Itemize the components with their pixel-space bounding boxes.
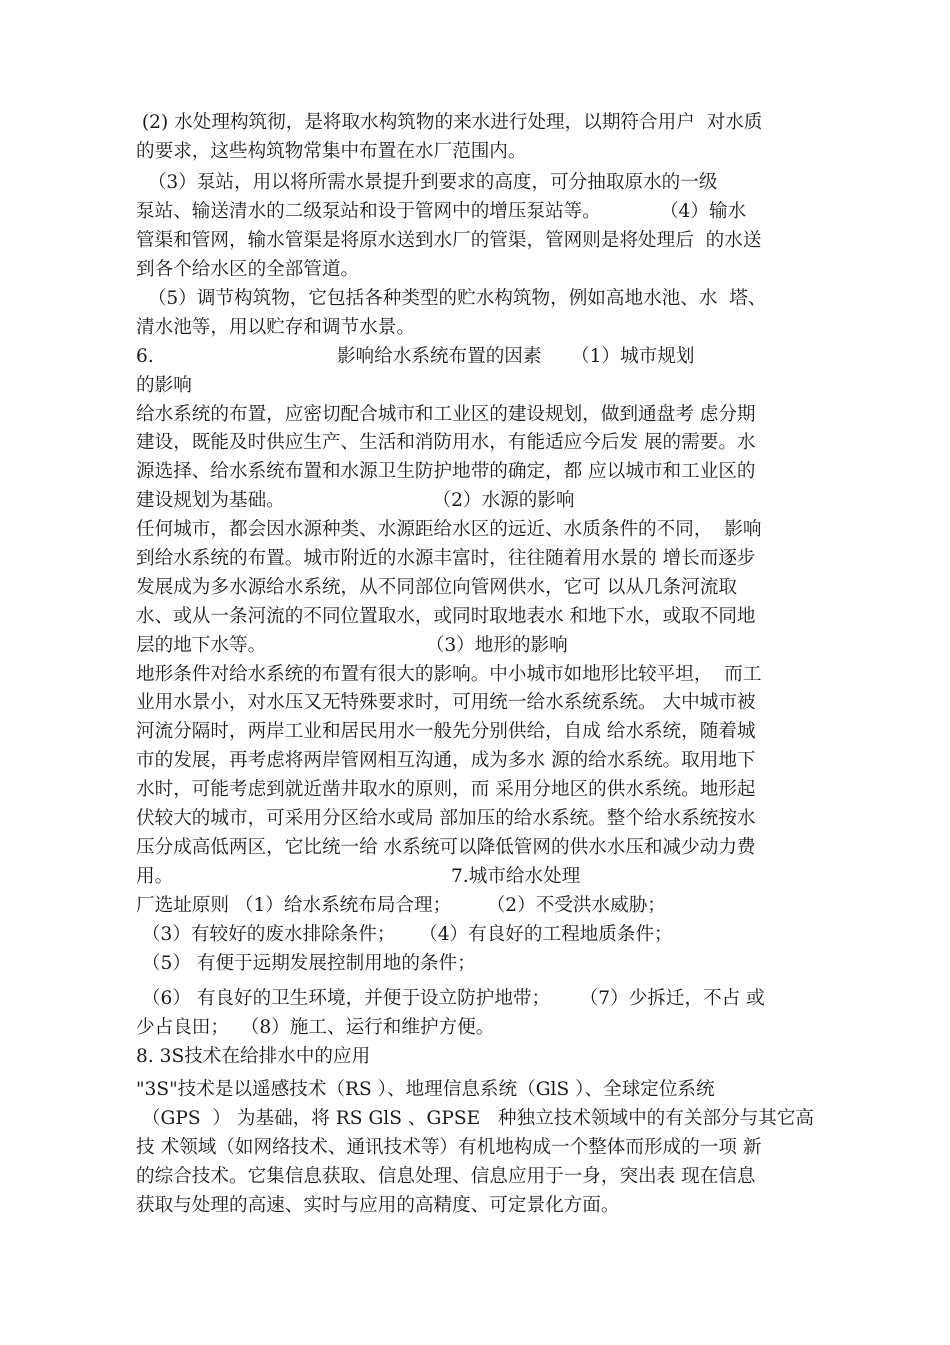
paragraph-line: 泵站、输送清水的二级泵站和设于管网中的增压泵站等。 （4）输水: [136, 201, 747, 222]
paragraph-line: (2) 水处理构筑彻，是将取水构筑物的来水进行处理，以期符合用户 对水质: [136, 112, 763, 133]
section-heading: 6. 影响给水系统布置的因素 （1）城市规划: [136, 346, 695, 367]
paragraph-line: 水时，可能考虑到就近凿井取水的原则，而 采用分地区的供水系统。地形起: [136, 779, 756, 800]
paragraph-line: 清水池等，用以贮存和调节水景。: [136, 317, 415, 338]
paragraph-line: 压分成高低两区，它比统一给 水系统可以降低管网的供水水压和减少动力费: [136, 837, 756, 858]
list-line: （5） 有便于远期发展控制用地的条件；: [136, 953, 476, 974]
paragraph-line: 建设，既能及时供应生产、生活和消防用水，有能适应今后发 展的需要。水: [136, 432, 756, 453]
paragraph-line: 获取与处理的高速、实时与应用的高精度、可定景化方面。: [136, 1195, 620, 1216]
paragraph-line: "3S"技术是以遥感技术（RS ）、地理信息系统（GlS ）、全球定位系统: [136, 1079, 715, 1100]
list-line: （6） 有良好的卫生环境，并便于设立防护地带； （7）少拆迁，不占 或: [136, 988, 765, 1009]
paragraph-line: 的要求，这些构筑物常集中布置在水厂范围内。: [136, 141, 527, 162]
paragraph-line: 伏较大的城市，可采用分区给水或局 部加压的给水系统。整个给水系统按水: [136, 808, 756, 829]
paragraph-line: 源选择、给水系统布置和水源卫生防护地带的确定，都 应以城市和工业区的: [136, 461, 756, 482]
paragraph-line: 建设规划为基础。 （2）水源的影响: [136, 490, 575, 511]
paragraph-line: （3）泵站，用以将所需水景提升到要求的高度，可分抽取原水的一级: [136, 172, 718, 193]
paragraph-line: 任何城市，都会因水源种类、水源距给水区的远近、水质条件的不同， 影响: [136, 519, 762, 540]
paragraph-line: （5）调节构筑物，它包括各种类型的贮水构筑物，例如高地水池、水 塔、: [136, 288, 767, 309]
paragraph-line: 用。 7.城市给水处理: [136, 866, 581, 887]
paragraph-line: 到给水系统的布置。城市附近的水源丰富时，往往随着用水景的 增长而逐步: [136, 548, 756, 569]
paragraph-line: 技 术领域（如网络技术、通讯技术等）有机地构成一个整体而形成的一项 新: [136, 1137, 762, 1158]
paragraph-line: 管渠和管网，输水管渠是将原水送到水厂的管渠，管网则是将处理后 的水送: [136, 230, 762, 251]
paragraph-line: 市的发展，再考虑将两岸管网相互沟通，成为多水 源的给水系统。取用地下: [136, 750, 756, 771]
list-line: 少占良田； （8）施工、运行和维护方便。: [136, 1017, 495, 1038]
list-line: （3）有较好的废水排除条件； （4）有良好的工程地质条件；: [136, 924, 673, 945]
paragraph-line: 业用水景小，对水压又无特殊要求时，可用统一给水系统系统。 大中城市被: [136, 692, 756, 713]
paragraph-line: 水、或从一条河流的不同位置取水，或同时取地表水 和地下水，或取不同地: [136, 606, 756, 627]
paragraph-line: 层的地下水等。 （3）地形的影响: [136, 635, 568, 656]
paragraph-line: 的影响: [136, 375, 192, 396]
section-heading: 8. 3S技术在给排水中的应用: [136, 1046, 371, 1067]
paragraph-line: 厂选址原则 （1）给水系统布局合理； （2）不受洪水威胁；: [136, 895, 666, 916]
paragraph-line: 给水系统的布置，应密切配合城市和工业区的建设规划，做到通盘考 虑分期: [136, 404, 756, 425]
paragraph-line: 河流分隔时，两岸工业和居民用水一般先分别供给，自成 给水系统，随着城: [136, 721, 756, 742]
paragraph-line: 到各个给水区的全部管道。: [136, 259, 360, 280]
paragraph-line: （GPS ） 为基础，将 RS GlS 、GPSE 种独立技术领域中的有关部分与其它高: [136, 1108, 815, 1129]
paragraph-line: 发展成为多水源给水系统，从不同部位向管网供水，它可 以从几条河流取: [136, 577, 737, 598]
paragraph-line: 的综合技术。它集信息获取、信息处理、信息应用于一身，突出表 现在信息: [136, 1166, 756, 1187]
paragraph-line: 地形条件对给水系统的布置有很大的影响。中小城市如地形比较平坦， 而工: [136, 664, 762, 685]
